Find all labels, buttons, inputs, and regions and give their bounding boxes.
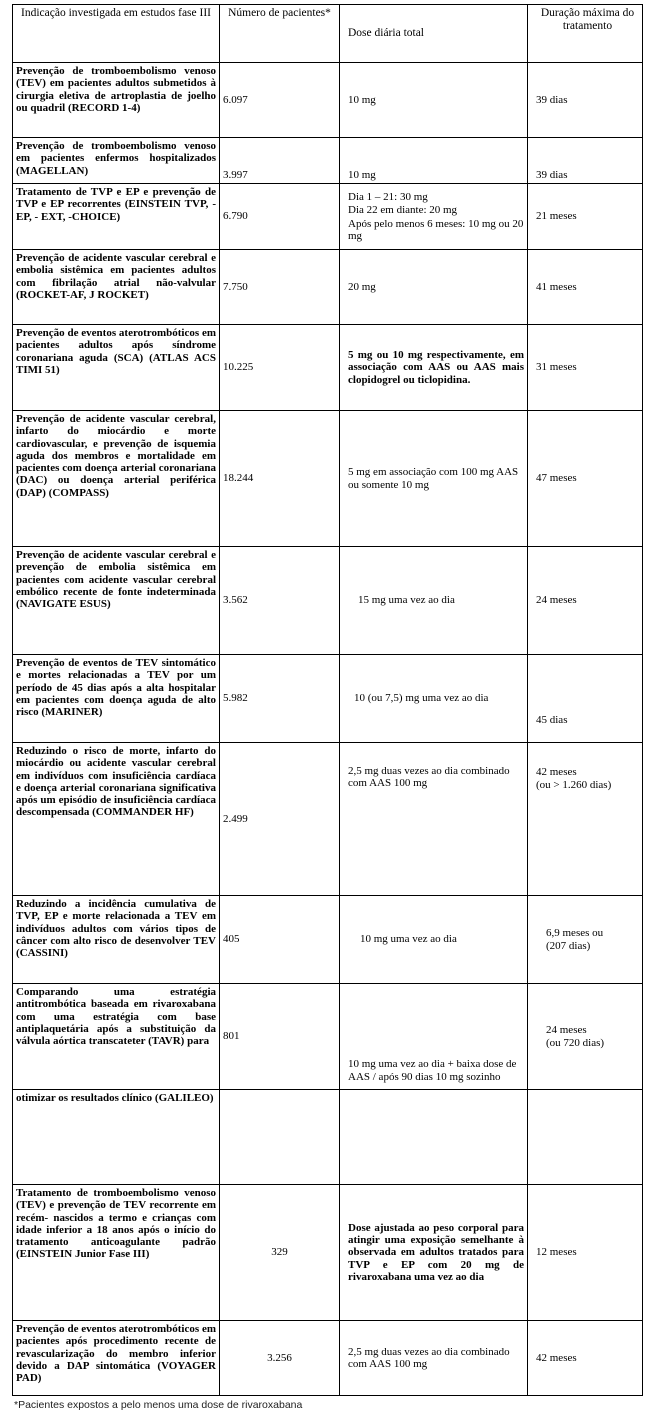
table-row	[13, 1090, 643, 1185]
trials-table	[12, 4, 643, 1396]
duracao-cell: 47 meses	[528, 411, 643, 547]
duracao-cell: 31 meses	[528, 325, 643, 411]
indicacao-cell: Tratamento de TVP e EP e prevenção de TVP e EP recorrentes (EINSTEIN TVP, -EP, - EXT, -CHOICE)	[13, 184, 220, 250]
duracao-line: (ou > 1.260 dias)	[536, 779, 612, 792]
table-row	[13, 411, 643, 547]
numero-cell: 6.097	[220, 63, 340, 138]
dose-cell: 2,5 mg duas vezes ao dia combinado com AAS 100 mg	[340, 743, 528, 896]
indicacao-cell: Prevenção de acidente vascular cerebral e prevenção de embolia sistêmica em pacientes com acidente vascular cerebral embólico recente de fonte indeterminada (NAVIGATE ESUS)	[13, 547, 220, 655]
dose-cell: 20 mg	[340, 250, 528, 325]
dose-cell: 15 mg uma vez ao dia	[340, 547, 528, 655]
indicacao-cell: Prevenção de eventos aterotrombóticos em pacientes após procedimento recente de revascularização do membro inferior devido a DAP sintomática (VOYAGER PAD)	[13, 1321, 220, 1396]
table-row	[13, 743, 643, 896]
numero-cell: 18.244	[220, 411, 340, 547]
header-indicacao: Indicação investigada em estudos fase III	[13, 5, 220, 63]
duracao-cell	[528, 743, 643, 896]
table-row	[13, 325, 643, 411]
dose-cell	[340, 1090, 528, 1185]
numero-cell: 3.562	[220, 547, 340, 655]
numero-cell: 3.256	[220, 1321, 340, 1396]
indicacao-cell: otimizar os resultados clínico (GALILEO)	[13, 1090, 220, 1185]
duracao-cell	[528, 1090, 643, 1185]
numero-cell: 5.982	[220, 655, 340, 743]
numero-cell: 2.499	[220, 743, 340, 896]
indicacao-cell: Prevenção de eventos de TEV sintomático e mortes relacionadas a TEV por um período de 45 dias após a alta hospitalar em pacientes com doença aguda de alto risco (MARINER)	[13, 655, 220, 743]
numero-cell: 405	[220, 896, 340, 984]
dose-line: Dia 22 em diante: 20 mg	[348, 204, 458, 217]
footnote: *Pacientes expostos a pelo menos uma dose de rivaroxabana	[14, 1399, 303, 1411]
indicacao-cell: Prevenção de eventos aterotrombóticos em pacientes adultos após síndrome coronariana aguda (SCA) (ATLAS ACS TIMI 51)	[13, 325, 220, 411]
duracao-line: (ou 720 dias)	[546, 1037, 605, 1049]
dose-cell	[340, 184, 528, 250]
table-row	[13, 896, 643, 984]
table-row	[13, 655, 643, 743]
duracao-cell	[528, 984, 643, 1090]
duracao-line: (207 dias)	[546, 940, 591, 952]
indicacao-cell: Comparando uma estratégia antitrombótica baseada em rivaroxabana com uma estratégia com base antiplaquetária após a substituição da válvula aórtica transcateter (TAVR) para	[13, 984, 220, 1090]
dose-cell: 10 mg uma vez ao dia	[340, 896, 528, 984]
duracao-cell: 41 meses	[528, 250, 643, 325]
duracao-line: 6,9 meses ou	[546, 926, 604, 939]
numero-cell: 3.997	[220, 138, 340, 184]
table-row	[13, 1321, 643, 1396]
duracao-cell: 45 dias	[528, 655, 643, 743]
numero-cell: 801	[220, 984, 340, 1090]
dose-cell: 5 mg ou 10 mg respectivamente, em associação com AAS ou AAS mais clopidogrel ou ticlopidina.	[340, 325, 528, 411]
duracao-cell: 39 dias	[528, 138, 643, 184]
duracao-cell	[528, 896, 643, 984]
duracao-cell: 42 meses	[528, 1321, 643, 1396]
header-row	[13, 5, 643, 63]
numero-cell: 10.225	[220, 325, 340, 411]
indicacao-cell: Reduzindo a incidência cumulativa de TVP, EP e morte relacionada a TEV em indivíduos adultos com vários tipos de câncer com alto risco de desenvolver TEV (CASSINI)	[13, 896, 220, 984]
table-row	[13, 138, 643, 184]
dose-cell: Dose ajustada ao peso corporal para atingir uma exposição semelhante à observada em adultos tratados para TVP e EP com 20 mg de rivaroxabana uma vez ao dia	[340, 1185, 528, 1321]
duracao-cell: 21 meses	[528, 184, 643, 250]
dose-line: Após pelo menos 6 meses: 10 mg ou 20 mg	[348, 217, 524, 242]
dose-line: Dia 1 – 21: 30 mg	[348, 190, 428, 203]
numero-cell: 329	[220, 1185, 340, 1321]
dose-cell: 5 mg em associação com 100 mg AAS ou somente 10 mg	[340, 411, 528, 547]
dose-cell: 10 (ou 7,5) mg uma vez ao dia	[340, 655, 528, 743]
duracao-line: 24 meses	[546, 1023, 587, 1036]
table-row	[13, 1185, 643, 1321]
indicacao-cell: Prevenção de acidente vascular cerebral e embolia sistêmica em pacientes adultos com fibrilação atrial não-valvular (ROCKET-AF, J ROCKET)	[13, 250, 220, 325]
indicacao-cell: Prevenção de tromboembolismo venoso (TEV) em pacientes adultos submetidos à cirurgia eletiva de artroplastia de joelho ou quadril (RECORD 1-4)	[13, 63, 220, 138]
indicacao-cell: Tratamento de tromboembolismo venoso (TEV) e prevenção de TEV recorrente em recém- nascidos a termo e crianças com idade inferior a 18 anos após o início do tratamento anticoagulante padrão (EINSTEIN Junior Fase III)	[13, 1185, 220, 1321]
indicacao-cell: Prevenção de tromboembolismo venoso em pacientes enfermos hospitalizados (MAGELLAN)	[13, 138, 220, 184]
table-row	[13, 547, 643, 655]
numero-cell: 6.790	[220, 184, 340, 250]
dose-cell: 10 mg	[340, 138, 528, 184]
duracao-cell: 12 meses	[528, 1185, 643, 1321]
dose-cell: 10 mg	[340, 63, 528, 138]
table-row	[13, 184, 643, 250]
dose-cell: 10 mg uma vez ao dia + baixa dose de AAS / após 90 dias 10 mg sozinho	[340, 984, 528, 1090]
duracao-cell: 24 meses	[528, 547, 643, 655]
indicacao-cell: Prevenção de acidente vascular cerebral, infarto do miocárdio e morte cardiovascular, e prevenção de isquemia aguda dos membros e mortalidade em pacientes com doença arterial coronariana (DAC) ou doença arterial periférica (DAP) (COMPASS)	[13, 411, 220, 547]
header-duracao: Duração máxima do tratamento	[528, 5, 643, 63]
duracao-cell: 39 dias	[528, 63, 643, 138]
table-row	[13, 63, 643, 138]
indicacao-cell: Reduzindo o risco de morte, infarto do miocárdio ou acidente vascular cerebral em indivíduos com insuficiência cardíaca e doença arterial coronariana significativa após um episódio de insuficiência cardíaca descompensada (COMMANDER HF)	[13, 743, 220, 896]
dose-cell: 2,5 mg duas vezes ao dia combinado com AAS 100 mg	[340, 1321, 528, 1396]
table-row	[13, 984, 643, 1090]
table-row	[13, 250, 643, 325]
duracao-line: 42 meses	[536, 766, 577, 778]
header-numero: Número de pacientes*	[220, 5, 340, 63]
header-dose: Dose diária total	[340, 5, 528, 63]
numero-cell: 7.750	[220, 250, 340, 325]
numero-cell	[220, 1090, 340, 1185]
